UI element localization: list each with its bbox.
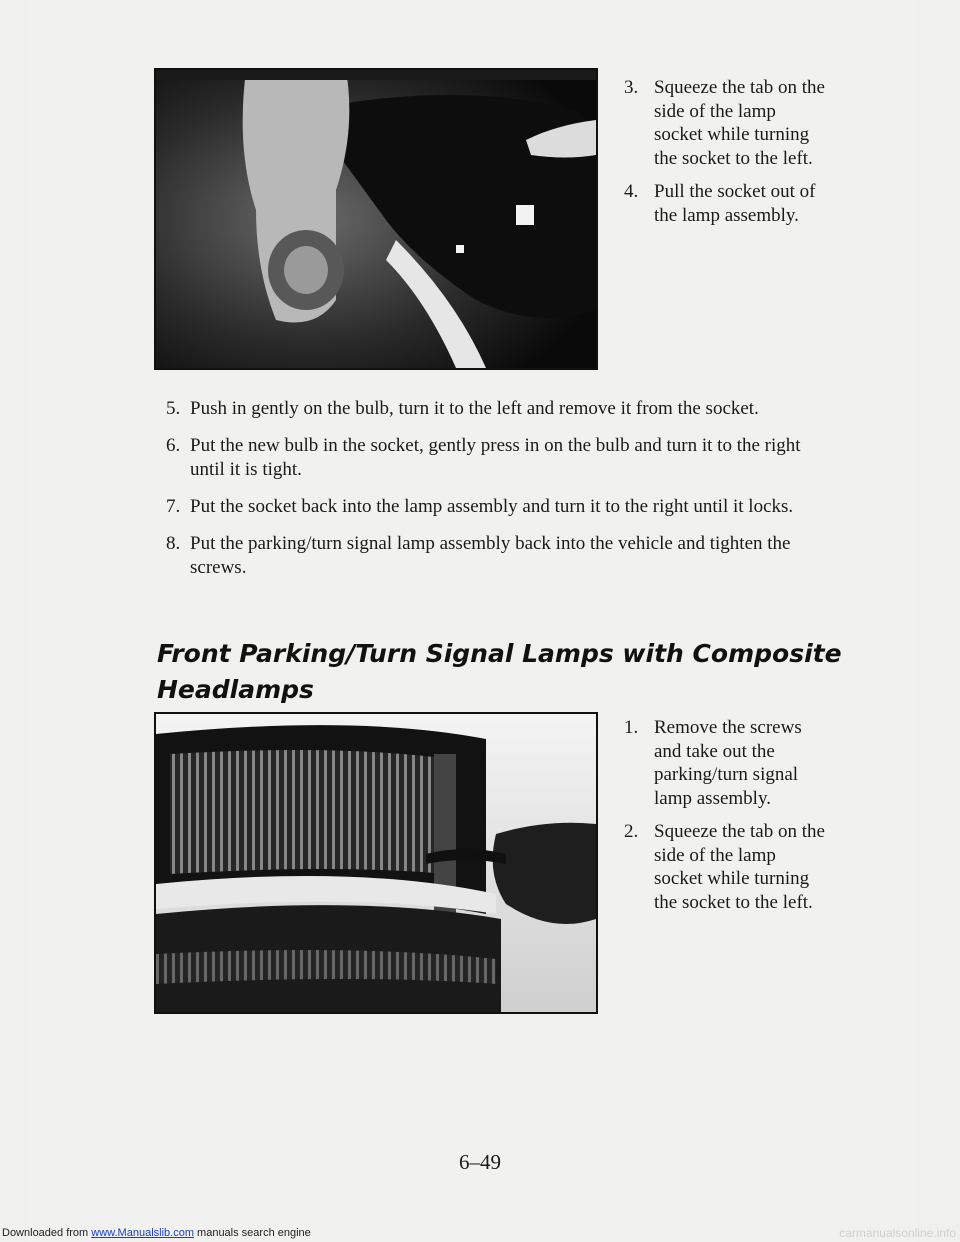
step-1 — [616, 716, 826, 810]
top-steps-list — [616, 76, 826, 237]
step-5 — [160, 397, 840, 421]
step-6 — [160, 434, 840, 482]
step-text: Put the parking/turn signal lamp assembly back into the vehicle and tighten the screws. — [190, 533, 791, 578]
step-text: Pull the socket out of the lamp assembly. — [654, 181, 816, 226]
step-text: Squeeze the tab on the side of the lamp socket while turning the socket to the left. — [654, 821, 825, 913]
step-7 — [160, 495, 840, 519]
parking-lamp-photo — [154, 712, 598, 1014]
manualslib-link[interactable]: www.Manualslib.com — [91, 1227, 194, 1239]
footer-prefix: Downloaded from — [2, 1227, 92, 1239]
page-number: 6–49 — [459, 1150, 501, 1174]
step-3 — [616, 76, 826, 170]
section-steps-list — [616, 716, 826, 924]
lamp-socket-photo — [154, 68, 598, 370]
main-steps-list — [160, 397, 840, 593]
section-heading: Front Parking/Turn Signal Lamps with Composite Headlamps — [157, 639, 842, 704]
watermark: carmanualsonline.info — [839, 1226, 956, 1240]
step-number: 6. — [166, 435, 181, 456]
step-2 — [616, 820, 826, 914]
step-number: 7. — [166, 496, 181, 517]
step-text: Squeeze the tab on the side of the lamp socket while turning the socket to the left. — [654, 77, 825, 169]
step-text: Put the socket back into the lamp assembly and turn it to the right until it locks. — [190, 496, 794, 517]
step-number: 8. — [166, 533, 181, 554]
step-text: Put the new bulb in the socket, gently press in on the bulb and turn it to the right until it is tight. — [190, 435, 801, 480]
download-footer — [2, 1227, 311, 1239]
step-8 — [160, 532, 840, 580]
footer-suffix: manuals search engine — [193, 1227, 311, 1239]
step-number: 5. — [166, 398, 181, 419]
step-text: Remove the screws and take out the parking/turn signal lamp assembly. — [654, 717, 802, 809]
step-number: 3. — [624, 77, 639, 98]
step-number: 1. — [624, 717, 639, 738]
step-text: Push in gently on the bulb, turn it to the left and remove it from the socket. — [190, 398, 759, 419]
step-number: 4. — [624, 181, 639, 202]
step-4 — [616, 180, 826, 227]
step-number: 2. — [624, 821, 639, 842]
